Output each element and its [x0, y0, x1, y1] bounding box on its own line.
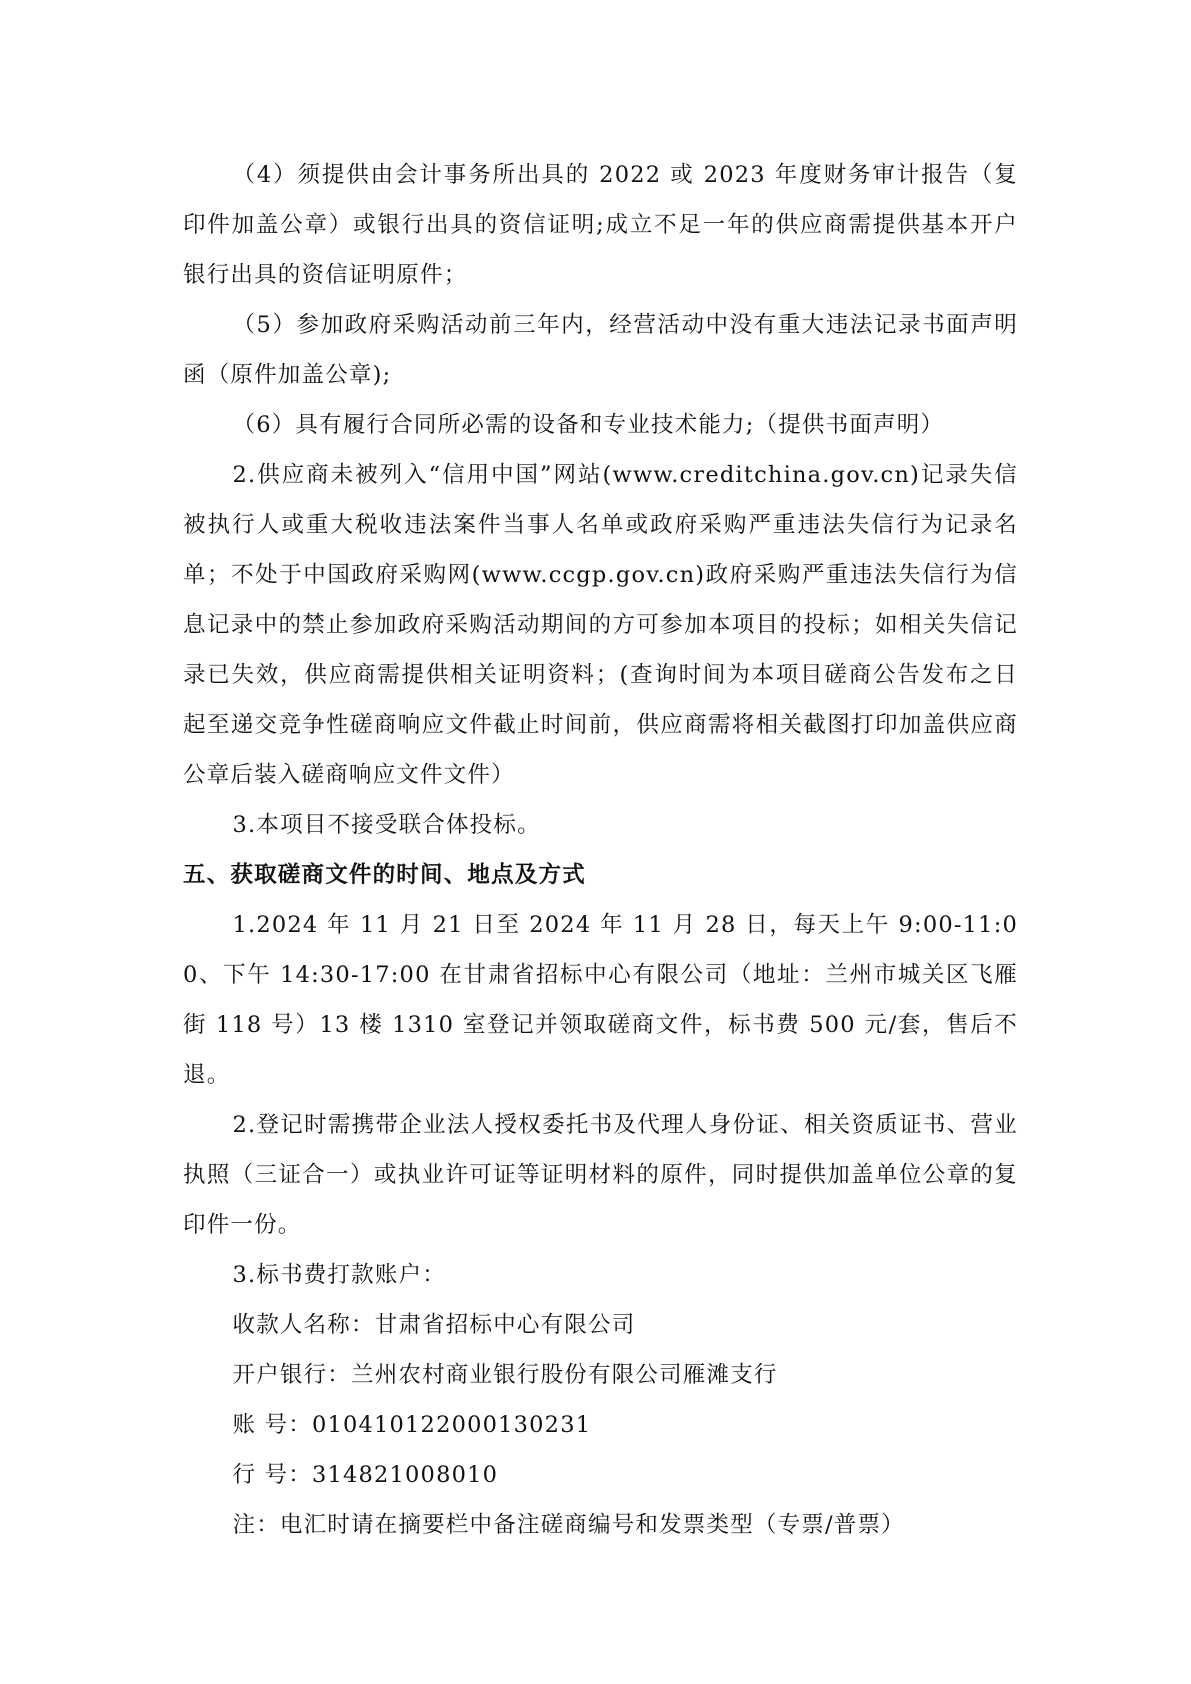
payee-name: 收款人名称：甘肃省招标中心有限公司 [232, 1312, 636, 1338]
credit-check-requirement: 2.供应商未被列入“信用中国”网站(www.creditchina.gov.cn)记录失信 被执行人或重大税收违法案件当事人名单或政府采购严重违法失信行为记录名单；不处于中国政府采购网(www.ccgp.gov.cn)政府采购严重违法失信行为信息记录中的禁止参加政府采购活动期间的方可参加本项目的投标；如相关失信记录已失效，供应商需提供相关证明资料；(查询时间为本项目磋商公告发布之日起至递交竞争性磋商响应文件截止时间前，供应商需将相关截图打印加盖供应商公章后装入磋商响应文件文件） [183, 462, 1018, 788]
fee-account-title: 3.标书费打款账户： [232, 1262, 446, 1288]
requirement-item-6: （6）具有履行合同所必需的设备和专业技术能力;（提供书面声明） [232, 412, 945, 438]
bank-code: 行 号：314821008010 [232, 1462, 499, 1488]
registration-materials: 2.登记时需携带企业法人授权委托书及代理人身份证、相关资质证书、营业执照（三证合一）或执业许可证等证明材料的原件，同时提供加盖单位公章的复印件一份。 [183, 1112, 1018, 1238]
section-heading: 五、获取磋商文件的时间、地点及方式 [183, 862, 586, 888]
account-number: 账 号：010410122000130231 [232, 1412, 592, 1438]
bank-name: 开户银行：兰州农村商业银行股份有限公司雁滩支行 [232, 1362, 778, 1388]
requirement-item-5: （5）参加政府采购活动前三年内，经营活动中没有重大违法记录书面声明函（原件加盖公章); [183, 312, 1018, 388]
requirement-item-4: （4）须提供由会计事务所出具的 2022 或 2023 年度财务审计报告（复印件加盖公章）或银行出具的资信证明;成立不足一年的供应商需提供基本开户银行出具的资信证明原件； [183, 162, 1018, 288]
document-obtain-time: 1.2024 年 11 月 21 日至 2024 年 11 月 28 日，每天上午 9:00-11:00、下午 14:30-17:00 在甘肃省招标中心有限公司（地址：兰州市城关区飞雁街 118 号）13 楼 1310 室登记并领取磋商文件，标书费 500 元/套，售后不退。 [183, 912, 1018, 1088]
no-consortium-note: 3.本项目不接受联合体投标。 [232, 812, 541, 838]
remittance-note: 注：电汇时请在摘要栏中备注磋商编号和发票类型（专票/普票） [232, 1512, 905, 1538]
document-page [183, 150, 1018, 1550]
